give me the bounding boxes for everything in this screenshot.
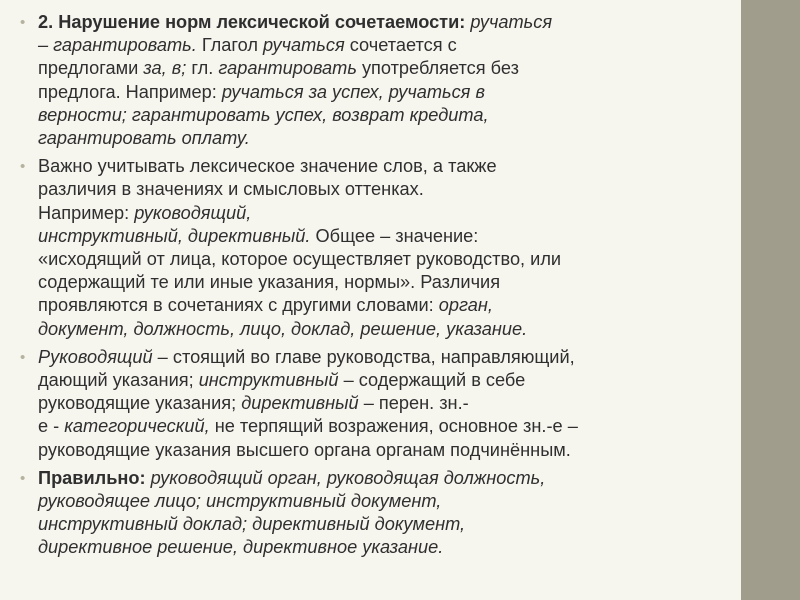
bullet-paragraph xyxy=(16,346,721,462)
text-line xyxy=(38,11,721,34)
italic-text: ручаться за успех, ручаться в xyxy=(221,81,485,102)
text-segment: содержащий те или иные указания, нормы». Различия xyxy=(38,272,501,293)
text-line xyxy=(38,81,721,104)
italic-text: гарантировать оплату. xyxy=(38,128,250,149)
bullet-paragraph xyxy=(16,155,721,341)
bullet-paragraph xyxy=(16,11,721,150)
italic-text: категорический, xyxy=(64,416,210,437)
italic-text: – гарантировать. xyxy=(38,35,197,56)
text-line xyxy=(38,467,721,490)
text-line xyxy=(38,439,721,462)
italic-text: ручаться xyxy=(465,12,553,32)
text-segment: руководящие указания высшего органа органам подчинённым. xyxy=(38,439,571,460)
bullet-marker-icon: • xyxy=(20,158,26,176)
text-segment: сочетается с xyxy=(344,35,457,56)
text-segment: – стоящий во главе руководства, направляющий, xyxy=(152,346,575,367)
italic-text: руководящий орган, руководящая должность, xyxy=(145,467,546,488)
italic-text: Руководящий xyxy=(38,346,153,367)
text-segment: предлогами xyxy=(38,58,144,79)
text-line xyxy=(38,346,721,369)
italic-text: документ, должность, лицо, доклад, решение, указание. xyxy=(38,318,528,339)
text-line xyxy=(38,392,721,415)
italic-text: руководящий, xyxy=(134,202,252,223)
text-line xyxy=(38,248,721,271)
text-line xyxy=(38,57,721,80)
bullet-marker-icon: • xyxy=(20,348,26,366)
text-segment: дающий указания; xyxy=(38,370,199,391)
italic-text: директивное решение, директивное указание. xyxy=(38,537,444,558)
text-line xyxy=(38,513,721,536)
text-line xyxy=(38,34,721,57)
italic-text: за, в; xyxy=(143,58,187,79)
italic-text: инструктивный, директивный. xyxy=(38,225,311,246)
text-line xyxy=(38,294,721,317)
italic-text: гарантировать xyxy=(218,58,357,79)
text-segment: Например: xyxy=(38,202,135,223)
italic-text: директивный xyxy=(241,393,359,414)
text-line xyxy=(38,271,721,294)
text-segment: Общее – значение: xyxy=(310,225,479,246)
text-segment: Важно учитывать лексическое значение слов, а также xyxy=(38,156,497,177)
italic-text: верности; гарантировать успех, возврат кредита, xyxy=(38,104,489,125)
text-segment: гл. xyxy=(186,58,219,79)
bold-text: Правильно: xyxy=(38,467,146,488)
text-segment: различия в значениях и смысловых оттенках. xyxy=(38,179,424,200)
text-line xyxy=(38,127,721,150)
text-segment: Глагол xyxy=(196,35,263,56)
text-segment: е - xyxy=(38,416,65,437)
bold-text: 2. Нарушение норм лексической сочетаемости: xyxy=(38,12,466,32)
text-line xyxy=(38,225,721,248)
text-segment: предлога. Например: xyxy=(38,81,222,102)
text-line xyxy=(38,202,721,225)
text-line xyxy=(38,490,721,513)
text-segment: «исходящий от лица, которое осуществляет руководство, или xyxy=(38,249,562,270)
text-line xyxy=(38,104,721,127)
text-line xyxy=(38,318,721,341)
text-segment: – перен. зн.- xyxy=(358,393,469,414)
text-line xyxy=(38,415,721,438)
italic-text: ручаться xyxy=(263,35,345,56)
text-segment: не терпящий возражения, основное зн.-е – xyxy=(209,416,578,437)
text-line xyxy=(38,155,721,178)
text-segment: – содержащий в себе xyxy=(338,370,526,391)
text-line xyxy=(38,178,721,201)
italic-text: инструктивный xyxy=(198,370,339,391)
text-segment: проявляются в сочетаниях с другими словами: xyxy=(38,295,439,316)
text-line xyxy=(38,536,721,559)
text-segment: употребляется без xyxy=(356,58,519,79)
italic-text: инструктивный доклад; директивный документ, xyxy=(38,514,466,535)
right-accent-bar xyxy=(741,0,800,600)
bullet-marker-icon: • xyxy=(20,14,26,31)
italic-text: орган, xyxy=(438,295,493,316)
bullet-marker-icon: • xyxy=(20,469,26,487)
slide-content xyxy=(16,11,721,565)
text-segment: руководящие указания; xyxy=(38,393,242,414)
bullet-paragraph xyxy=(16,467,721,560)
italic-text: руководящее лицо; инструктивный документ, xyxy=(38,491,442,512)
text-line xyxy=(38,369,721,392)
